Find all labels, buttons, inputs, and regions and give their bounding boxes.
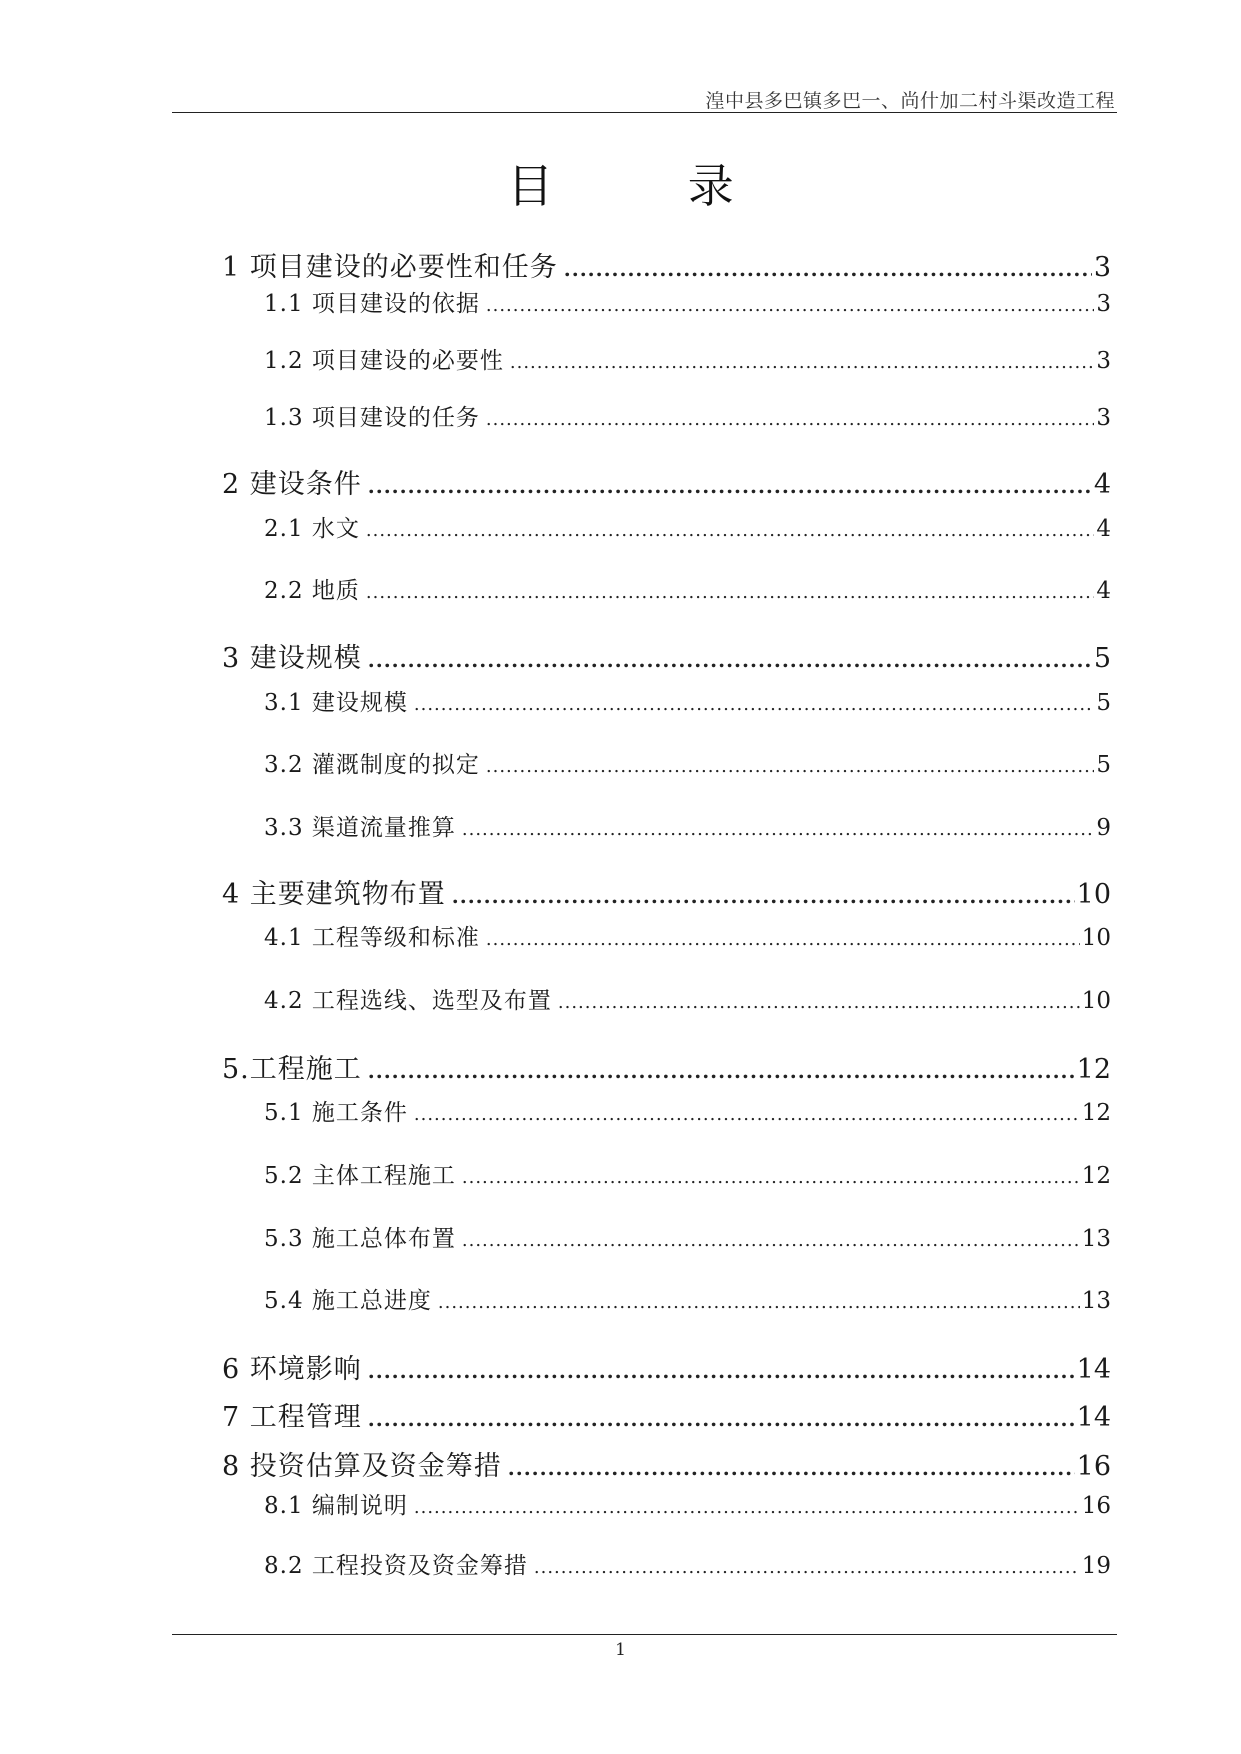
toc-entry-1[interactable] [222,245,1111,284]
toc-entry-title: 5.工程施工 [222,1054,362,1085]
page-number: 1 [615,1640,626,1660]
toc-leader-dots [368,650,1092,670]
toc-leader-dots [368,1361,1075,1381]
toc-leader-dots [368,1409,1075,1429]
toc-entry-8[interactable] [222,1444,1111,1483]
toc-entry-title: 4 主要建筑物布置 [222,879,446,910]
toc-page-number: 13 [1081,1288,1111,1314]
toc-leader-dots [368,476,1092,496]
toc-page-number: 14 [1076,1402,1111,1433]
toc-entry-title: 1 项目建设的必要性和任务 [222,252,558,283]
toc-leader-dots [486,931,1080,949]
toc-leader-dots [564,259,1092,279]
toc-entry-title: 4.1 工程等级和标准 [264,925,480,951]
toc-entry-title: 8.2 工程投资及资金筹措 [264,1553,528,1579]
toc-entry-title: 8 投资估算及资金筹措 [222,1451,502,1482]
toc-entry-8-2[interactable] [264,1547,1111,1580]
toc-entry-title: 7 工程管理 [222,1402,362,1433]
toc-page-number: 12 [1076,1054,1111,1085]
toc-entry-title: 1.2 项目建设的必要性 [264,348,504,374]
toc-entry-title: 5.1 施工条件 [264,1100,408,1126]
toc-entry-3-1[interactable] [264,684,1111,717]
toc-entry-5[interactable] [222,1047,1111,1086]
toc-leader-dots [366,522,1094,540]
toc-page-number: 16 [1076,1451,1111,1482]
toc-entry-7[interactable] [222,1395,1111,1434]
toc-page-number: 3 [1096,291,1111,317]
toc-page-number: 3 [1096,348,1111,374]
toc-page-number: 10 [1081,988,1111,1014]
toc-entry-6[interactable] [222,1347,1111,1386]
toc-entry-4-2[interactable] [264,982,1111,1015]
toc-page-number: 14 [1076,1354,1111,1385]
toc-page-number: 3 [1093,252,1111,283]
toc-leader-dots [452,886,1075,906]
footer-divider [172,1634,1117,1635]
toc-leader-dots [486,411,1094,429]
toc-leader-dots [486,758,1094,776]
toc-leader-dots [486,297,1094,315]
toc-entry-5-1[interactable] [264,1094,1111,1127]
running-header: 湟中县多巴镇多巴一、尚什加二村斗渠改造工程 [705,90,1115,112]
toc-page-number: 9 [1096,815,1111,841]
header-divider [172,112,1117,113]
toc-entry-title: 3.1 建设规模 [264,690,408,716]
toc-entry-4[interactable] [222,872,1111,911]
page-title: 目 录 [507,159,794,213]
toc-entry-3-3[interactable] [264,809,1111,842]
toc-entry-title: 3.2 灌溉制度的拟定 [264,752,480,778]
toc-entry-title: 3.3 渠道流量推算 [264,815,456,841]
toc-leader-dots [438,1294,1080,1312]
toc-entry-title: 3 建设规模 [222,643,362,674]
toc-page-number: 4 [1096,578,1111,604]
toc-leader-dots [558,994,1080,1012]
toc-entry-title: 8.1 编制说明 [264,1493,408,1519]
toc-entry-title: 2.1 水文 [264,516,360,542]
toc-entry-1-2[interactable] [264,342,1111,375]
toc-page-number: 10 [1076,879,1111,910]
toc-page-number: 5 [1093,643,1111,674]
toc-leader-dots [508,1458,1075,1478]
toc-entry-2[interactable] [222,462,1111,501]
toc-leader-dots [534,1559,1080,1577]
toc-entry-5-2[interactable] [264,1157,1111,1190]
toc-page-number: 10 [1081,925,1111,951]
toc-entry-title: 6 环境影响 [222,1354,362,1385]
toc-page-number: 5 [1096,752,1111,778]
toc-page-number: 12 [1081,1100,1111,1126]
toc-entry-title: 2 建设条件 [222,469,362,500]
toc-leader-dots [414,1499,1080,1517]
toc-leader-dots [462,821,1094,839]
toc-entry-3[interactable] [222,636,1111,675]
toc-entry-8-1[interactable] [264,1487,1111,1520]
toc-page-number: 13 [1081,1226,1111,1252]
toc-entry-2-1[interactable] [264,510,1111,543]
toc-entry-title: 4.2 工程选线、选型及布置 [264,988,552,1014]
toc-leader-dots [366,584,1094,602]
toc-entry-2-2[interactable] [264,572,1111,605]
toc-page-number: 3 [1096,405,1111,431]
toc-page-number: 4 [1096,516,1111,542]
toc-leader-dots [414,696,1094,714]
toc-entry-title: 5.3 施工总体布置 [264,1226,456,1252]
toc-page-number: 19 [1081,1553,1111,1579]
toc-entry-title: 1.3 项目建设的任务 [264,405,480,431]
toc-page-number: 4 [1093,469,1111,500]
toc-page-number: 5 [1096,690,1111,716]
toc-page-number: 16 [1081,1493,1111,1519]
toc-page-number: 12 [1081,1163,1111,1189]
toc-entry-title: 5.2 主体工程施工 [264,1163,456,1189]
toc-leader-dots [368,1061,1075,1081]
toc-leader-dots [462,1232,1080,1250]
toc-entry-5-4[interactable] [264,1282,1111,1315]
toc-entry-1-3[interactable] [264,399,1111,432]
toc-leader-dots [414,1106,1080,1124]
toc-entry-1-1[interactable] [264,285,1111,318]
toc-leader-dots [510,354,1094,372]
toc-entry-3-2[interactable] [264,746,1111,779]
toc-entry-title: 2.2 地质 [264,578,360,604]
toc-entry-title: 5.4 施工总进度 [264,1288,432,1314]
toc-entry-5-3[interactable] [264,1220,1111,1253]
toc-entry-4-1[interactable] [264,919,1111,952]
toc-leader-dots [462,1169,1080,1187]
toc-entry-title: 1.1 项目建设的依据 [264,291,480,317]
